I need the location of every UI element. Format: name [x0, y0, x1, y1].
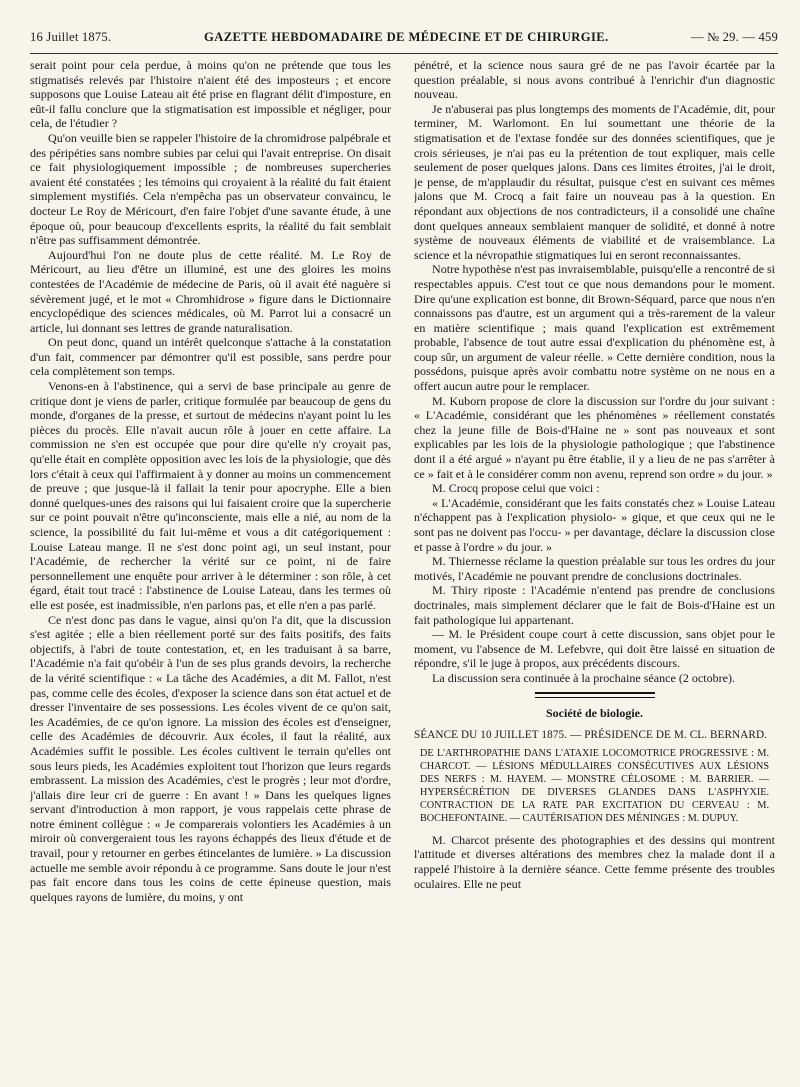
paragraph: M. Thiry riposte : l'Académie n'entend pas prendre de conclusions doctrinales, mais simplement déclarer que le fait de Bois-d'Haine est un fait pathologique lui appartenant. — [414, 583, 775, 627]
paragraph: Je n'abuserai pas plus longtemps des moments de l'Académie, dit, pour terminer, M. Warlomont. En lui soumettant une théorie de la stigmatisation et de l'extase fondée sur des données scientifiques, que je crois sérieuses, je n'ai pas eu la prétention de tout expliquer, mais celle seulement de poser quelques jalons. Dans ces limites étroites, j'ai le droit, je pense, de m'applaudir du résultat, puisque c'est en suivant ces mêmes jalons que M. Crocq a fait faire un nouveau pas à la question. En répondant aux objections de nos contradicteurs, il a consolidé une chaîne dont quelques anneaux semblaient manquer de solidité, et donné à notre système de nouveaux éléments de viabilité et de vraisemblance. La science et la névropathie stigmatiques lui en seront reconnaissantes. — [414, 101, 775, 262]
paragraph: Venons-en à l'abstinence, qui a servi de base principale au genre de critique dont je viens de parler, critique formulée par beaucoup de gens du monde, d'organes de la presse, et surtout de médecins n'ayant point lu les pièces du procès. Elle n'avait aucun rôle à jouer en cette affaire. La commission ne s'en est occupée que pour dire qu'elle n'y croyait pas, qu'elle était en complète opposition avec les lois de la physiologie, que dès lors c'était à ceux qui l'affirmaient à y donner au moins un commencement de preuve ; que jusque-là il fallait la tenir pour apocryphe. Elle a bien donné quelques-unes des raisons qui lui faisaient croire que la supercherie sur ce point pouvait n'être qu'inconsciente, mais elle a nié, au nom de la science, la possibilité du fait lui-même et vous a dit catégoriquement : Louise Lateau mange. Il ne s'est donc point agi, un seul instant, pour l'Académie, de rechercher la vérité sur ce point, ni de faire personnellement une enquête pour arriver à le déterminer : son rôle, à cet égard, était tout tracé : l'abstinence de Louise Lateau, dans les termes où elle est posée, est inadmissible, n'en parlons pas, et elle n'en a pas parlé. — [30, 379, 391, 612]
seance-summary: DE L'ARTHROPATHIE DANS L'ATAXIE LOCOMOTRICE PROGRESSIVE : M. CHARCOT. — LÉSIONS MÉDULLAIRES CONSÉCUTIVES AUX LÉSIONS DES NERFS : M. HAYEM. — MONSTRE CÉLOSOME : M. BARRIER. — HYPERSÉCRÉTION DE DIVERSES GLANDES DANS L'ASPHYXIE. CONTRACTION DE LA RATE PAR EXCITATION DU CERVEAU : M. BOCHEFONTAINE. — CAUTÉRISATION DES MÉNINGES : M. DUPUY. — [420, 747, 769, 824]
paragraph: Qu'on veuille bien se rappeler l'histoire de la chromidrose palpébrale et des péripéties sans nombre subies par celui qui l'avait entreprise. On disait ce fait physiologiquement impossible ; de nombreuses supercheries avaient été constatées ; les témoins qui croyaient à la réalité du fait étaient simplement mystifiés. Cela n'empêcha pas un observateur convaincu, le docteur Le Roy de Méricourt, d'en faire l'objet d'une savante étude, à une époque où, pour beaucoup d'excellents esprits, la réalité du fait semblait n'être pas suffisamment démontrée. — [30, 130, 391, 248]
paragraph: Ce n'est donc pas dans le vague, ainsi qu'on l'a dit, que la discussion s'est agitée ; elle a bien réellement porté sur des faits positifs, des faits objectifs, à l'abri de toute contestation, et, en les traduisant à sa barre, l'Académie n'a fait qu'obéir à l'un de ses plus grands devoirs, la recherche de la vérité scientifique : « La tâche des Académies, a dit M. Fallot, n'est pas, comme celle des écoles, d'exposer la science dans son état actuel et de dresser l'inventaire de ses possessions. Les écoles vivent de ce qu'on sait, les Académies, de ce qu'on ignore. La mission des écoles est d'enseigner, celle des Académies de découvrir. Aux écoles, il faut la réalité, aux Académies suffit le possible. Les écoles cultivent le terrain qu'elles ont sous leurs pieds, les Académies exploitent tout l'horizon que leurs regards embrassent. La mission des Académies, c'est le progrès ; leur mot d'ordre, j'allais dire leur cri de guerre : En avant ! » Dans les quelques lignes servant d'introduction à mon rapport, je vous rappelais cette phrase de notre éminent collègue : « Je comparerais volontiers les Académies à un miroir où convergeraient tous les rayons échappés des lieux d'étude et de travail, pour y retourner en gerbes étincelantes de lumière. » La discussion actuelle me semble avoir répondu à ce programme. Sans doute le jour n'est pas fait encore dans tous les coins de cette épineuse question, mais quelques rayons de lumière, du moins, y ont — [30, 612, 391, 904]
paragraph: M. Charcot présente des photographies et des dessins qui montrent l'attitude et diverses altérations des membres chez la malade dont il a rappelé l'histoire à la dernière séance. Cette femme présente des troubles oculaires. Elle ne peut — [414, 832, 775, 891]
paragraph: serait point pour cela perdue, à moins qu'on ne prétende que tous les stigmatisés relevés par l'histoire n'aient été des imposteurs ; et encore supposons que Louise Lateau ait été prise en flagrant délit d'imposture, en eût-il fallu conclure que la stigmatisation est impossible et négliger, pour cela, de l'étudier ? — [30, 58, 391, 131]
paragraph: La discussion sera continuée à la prochaine séance (2 octobre). — [432, 670, 736, 685]
paragraph: M. Crocq propose celui que voici : — [432, 481, 600, 496]
paragraph: Notre hypothèse n'est pas invraisemblable, puisqu'elle a rencontré de si respectables appuis. C'est tout ce que nous demandons pour le moment. Dire qu'une explication est bonne, dit Brown-Séquard, parce que nous n'en connaissons pas d'autre, est un argument qui a très-rarement de la valeur en matière scientifique ; mais quand l'explication est extrêmement probable, l'absence de tout autre essai d'explication du phénomène est, à coup sûr, un argument de valeur réelle. » Cette dernière condition, nous la possédons, puisque après avoir combattu notre système on ne nous en a offert aucun autre pour le remplacer. — [414, 262, 775, 394]
issue-date: 16 Juillet 1875. — [30, 30, 112, 44]
paragraph: M. Thiernesse réclame la question préalable sur tous les ordres du jour motivés, l'Académie ne pouvant prendre de conclusions doctrinales. — [414, 554, 775, 583]
paragraph: — M. le Président coupe court à cette discussion, sans objet pour le moment, vu l'absence de M. Lefebvre, qui doit être laissé en situation de répondre, s'il le juge à propos, aux précédents discours. — [414, 627, 775, 671]
paragraph: pénétré, et la science nous saura gré de ne pas l'avoir écartée par la question préalable, si nous avons contribué à l'enrichir d'un diagnostic nouveau. — [414, 58, 775, 102]
seance-heading: SÉANCE DU 10 JUILLET 1875. — PRÉSIDENCE DE M. CL. BERNARD. — [414, 729, 768, 742]
running-header — [30, 30, 778, 52]
paragraph: « L'Académie, considérant que les faits constatés chez » Louise Lateau n'échappent pas à l'explication physiolo- » gique, et que ceux qui ne le sont pas ne doivent pas l'occu- » per davantage, déclare la discussion close et passe à l'ordre » du jour. » — [414, 495, 775, 554]
right-column — [414, 58, 775, 1078]
paragraph: M. Kuborn propose de clore la discussion sur l'ordre du jour suivant : « L'Académie, considérant que les phénomènes » réellement constatés chez la jeune fille de Bois-d'Haine ne » sont pas nouveaux et sont explicables par les lois de la physiologie pathologique ; que l'abstinence dont il a été argué » n'ayant pu être établie, il y a lieu de ne pas s'arrêter à ce » fait et à le considérer comm non avenu, reprend son ordre » du jour. » — [414, 393, 775, 481]
header-rule — [30, 53, 778, 54]
left-column — [30, 58, 391, 1078]
section-divider — [535, 692, 655, 698]
paragraph: On peut donc, quand un intérêt quelconque s'attache à la constatation d'un fait, commencer par démontrer qu'il est possible, sans perdre pour cela complètement son temps. — [30, 335, 391, 379]
paragraph: Aujourd'hui l'on ne doute plus de cette réalité. M. Le Roy de Méricourt, au lieu d'être un illuminé, est une des gloires les moins contestées de l'Académie de médecine de Paris, où il avait été naguère si sévèrement jugé, et le mot « Chromhidrose » figure dans le Dictionnaire encyclopédique des sciences médicales, où M. Parrot lui a consacré un article, lui donnant ses lettres de grande naturalisation. — [30, 247, 391, 335]
section-title: Société de biologie. — [546, 705, 643, 720]
journal-title: GAZETTE HEBDOMADAIRE DE MÉDECINE ET DE CHIRURGIE. — [204, 30, 609, 44]
issue-page-number: — № 29. — 459 — [690, 30, 778, 44]
